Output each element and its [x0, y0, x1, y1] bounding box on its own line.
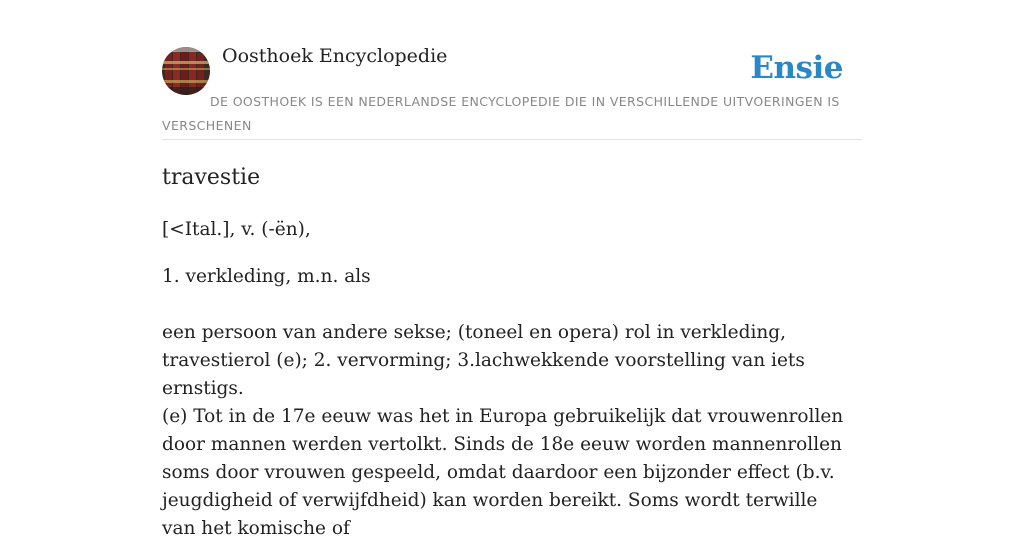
- site-tagline: DE OOSTHOEK IS EEN NEDERLANDSE ENCYCLOPEDIE DIE IN VERSCHILLENDE UITVOERINGEN IS VERSCHENEN: [162, 94, 840, 133]
- entry-title: travestie: [162, 165, 261, 190]
- page: [162, 0, 862, 539]
- entry-definition-2: een persoon van andere sekse; (toneel en opera) rol in verkleding, travestierol (e); 2. vervorming; 3.lachwekkende voorstelling van iets ernstigs.: [162, 322, 805, 399]
- encyclopedia-books-avatar[interactable]: [162, 47, 210, 95]
- entry-explanation: (e) Tot in de 17e eeuw was het in Europa gebruikelijk dat vrouwenrollen door mannen werden vertolkt. Sinds de 18e eeuw worden mannenrollen soms door vrouwen gespeeld, omdat daardoor een bijzonder effect (b.v. jeugdigheid of verwijfdheid) kan worden bereikt. Soms wordt terwille van het komische of: [162, 406, 844, 539]
- books-icon: [162, 47, 210, 95]
- entry-etymology: [<Ital.], v. (-ën),: [162, 219, 311, 240]
- site-title[interactable]: Oosthoek Encyclopedie: [222, 45, 448, 67]
- entry-definition-1: 1. verkleding, m.n. als: [162, 266, 371, 287]
- site-header: [162, 0, 862, 140]
- ensie-logo-link[interactable]: Ensie: [750, 50, 843, 86]
